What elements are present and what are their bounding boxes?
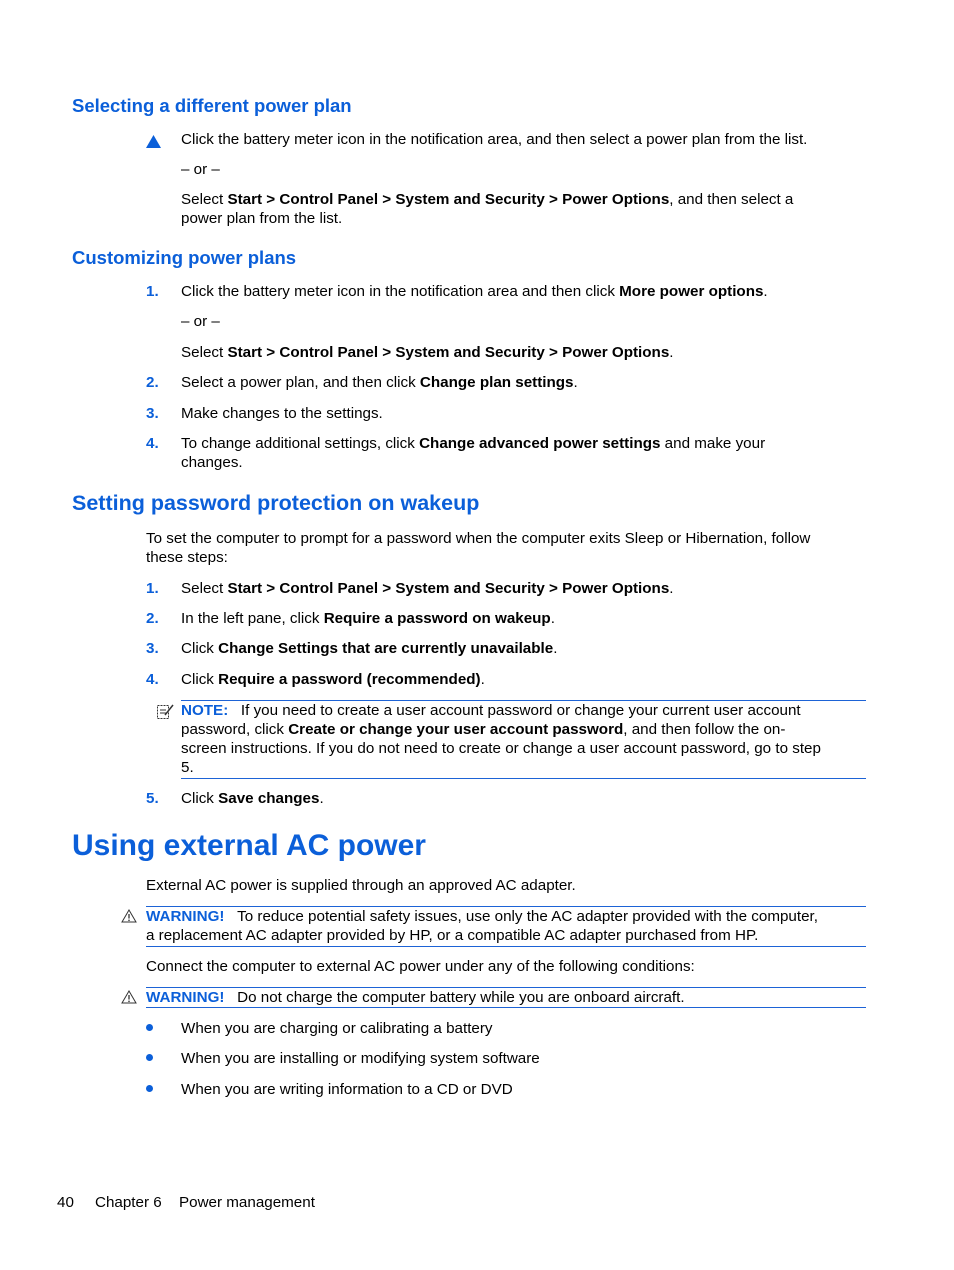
note-bottom-rule: [181, 778, 866, 779]
page-number: 40: [57, 1194, 74, 1211]
warning-body: WARNING! To reduce potential safety issues, use only the AC adapter provided with the computer, a replacement AC adapter provided by HP, or a compatible AC adapter purchased from HP.: [146, 908, 818, 944]
list-item: Make changes to the settings.: [181, 405, 383, 422]
or-separator: – or –: [181, 161, 220, 178]
warning-label: WARNING!: [146, 989, 225, 1006]
list-item: Select a power plan, and then click Change plan settings.: [181, 374, 578, 391]
step-number: 1.: [146, 580, 159, 597]
triangle-icon: [146, 135, 161, 148]
warning-icon: [121, 909, 137, 923]
list-item: In the left pane, click Require a password on wakeup.: [181, 610, 555, 627]
list-item: Click the battery meter icon in the notification area and then click More power options.: [181, 283, 768, 300]
list-item: Click Require a password (recommended).: [181, 671, 485, 688]
footer-chapter-title: Power management: [179, 1194, 315, 1211]
intro-paragraph: To set the computer to prompt for a password when the computer exits Sleep or Hibernation, follow these steps:: [146, 530, 811, 566]
bullet-icon: [146, 1024, 153, 1031]
list-item: Select Start > Control Panel > System and Security > Power Options.: [181, 580, 674, 597]
note-body: NOTE: If you need to create a user account password or change your current user account password, click Create or change your user account password, and then follow the on- screen instructions. If you do not need to create or change a user account password, go to step 5.: [181, 702, 821, 776]
step-text: Click the battery meter icon in the notification area, and then select a power plan from the list.: [181, 131, 808, 148]
step-number: 3.: [146, 640, 159, 657]
note-label: NOTE:: [181, 702, 229, 719]
step-number: 2.: [146, 374, 159, 391]
heading-external-ac-power: Using external AC power: [72, 829, 426, 862]
step-number: 1.: [146, 283, 159, 300]
list-item: Click Change Settings that are currently unavailable.: [181, 640, 558, 657]
step-number: 5.: [146, 790, 159, 807]
intro-paragraph: External AC power is supplied through an approved AC adapter.: [146, 877, 576, 894]
step-number: 2.: [146, 610, 159, 627]
bullet-icon: [146, 1054, 153, 1061]
bullet-icon: [146, 1085, 153, 1092]
list-item: When you are writing information to a CD or DVD: [181, 1081, 513, 1098]
list-item: Click Save changes.: [181, 790, 324, 807]
alternative-text: Select Start > Control Panel > System and Security > Power Options, and then select a power plan from the list.: [181, 191, 794, 227]
warning-icon: [121, 990, 137, 1004]
heading-selecting-power-plan: Selecting a different power plan: [72, 95, 352, 116]
warning-bottom-rule: [146, 1007, 866, 1008]
heading-customizing-power-plans: Customizing power plans: [72, 247, 297, 268]
footer-chapter: Chapter 6: [95, 1194, 162, 1211]
step-number: 4.: [146, 435, 159, 452]
warning-label: WARNING!: [146, 908, 225, 925]
warning-body: WARNING! Do not charge the computer battery while you are onboard aircraft.: [146, 989, 685, 1006]
warning-bottom-rule: [146, 946, 866, 947]
note-icon: [156, 703, 174, 720]
or-separator: – or –: [181, 313, 220, 330]
alternative-text: Select Start > Control Panel > System and Security > Power Options.: [181, 344, 674, 361]
list-item: When you are installing or modifying system software: [181, 1050, 540, 1067]
list-item: When you are charging or calibrating a battery: [181, 1020, 493, 1037]
list-item: To change additional settings, click Change advanced power settings and make your changes.: [181, 435, 766, 471]
conditions-paragraph: Connect the computer to external AC power under any of the following conditions:: [146, 958, 695, 975]
step-number: 3.: [146, 405, 159, 422]
step-number: 4.: [146, 671, 159, 688]
heading-password-protection: Setting password protection on wakeup: [72, 491, 480, 515]
